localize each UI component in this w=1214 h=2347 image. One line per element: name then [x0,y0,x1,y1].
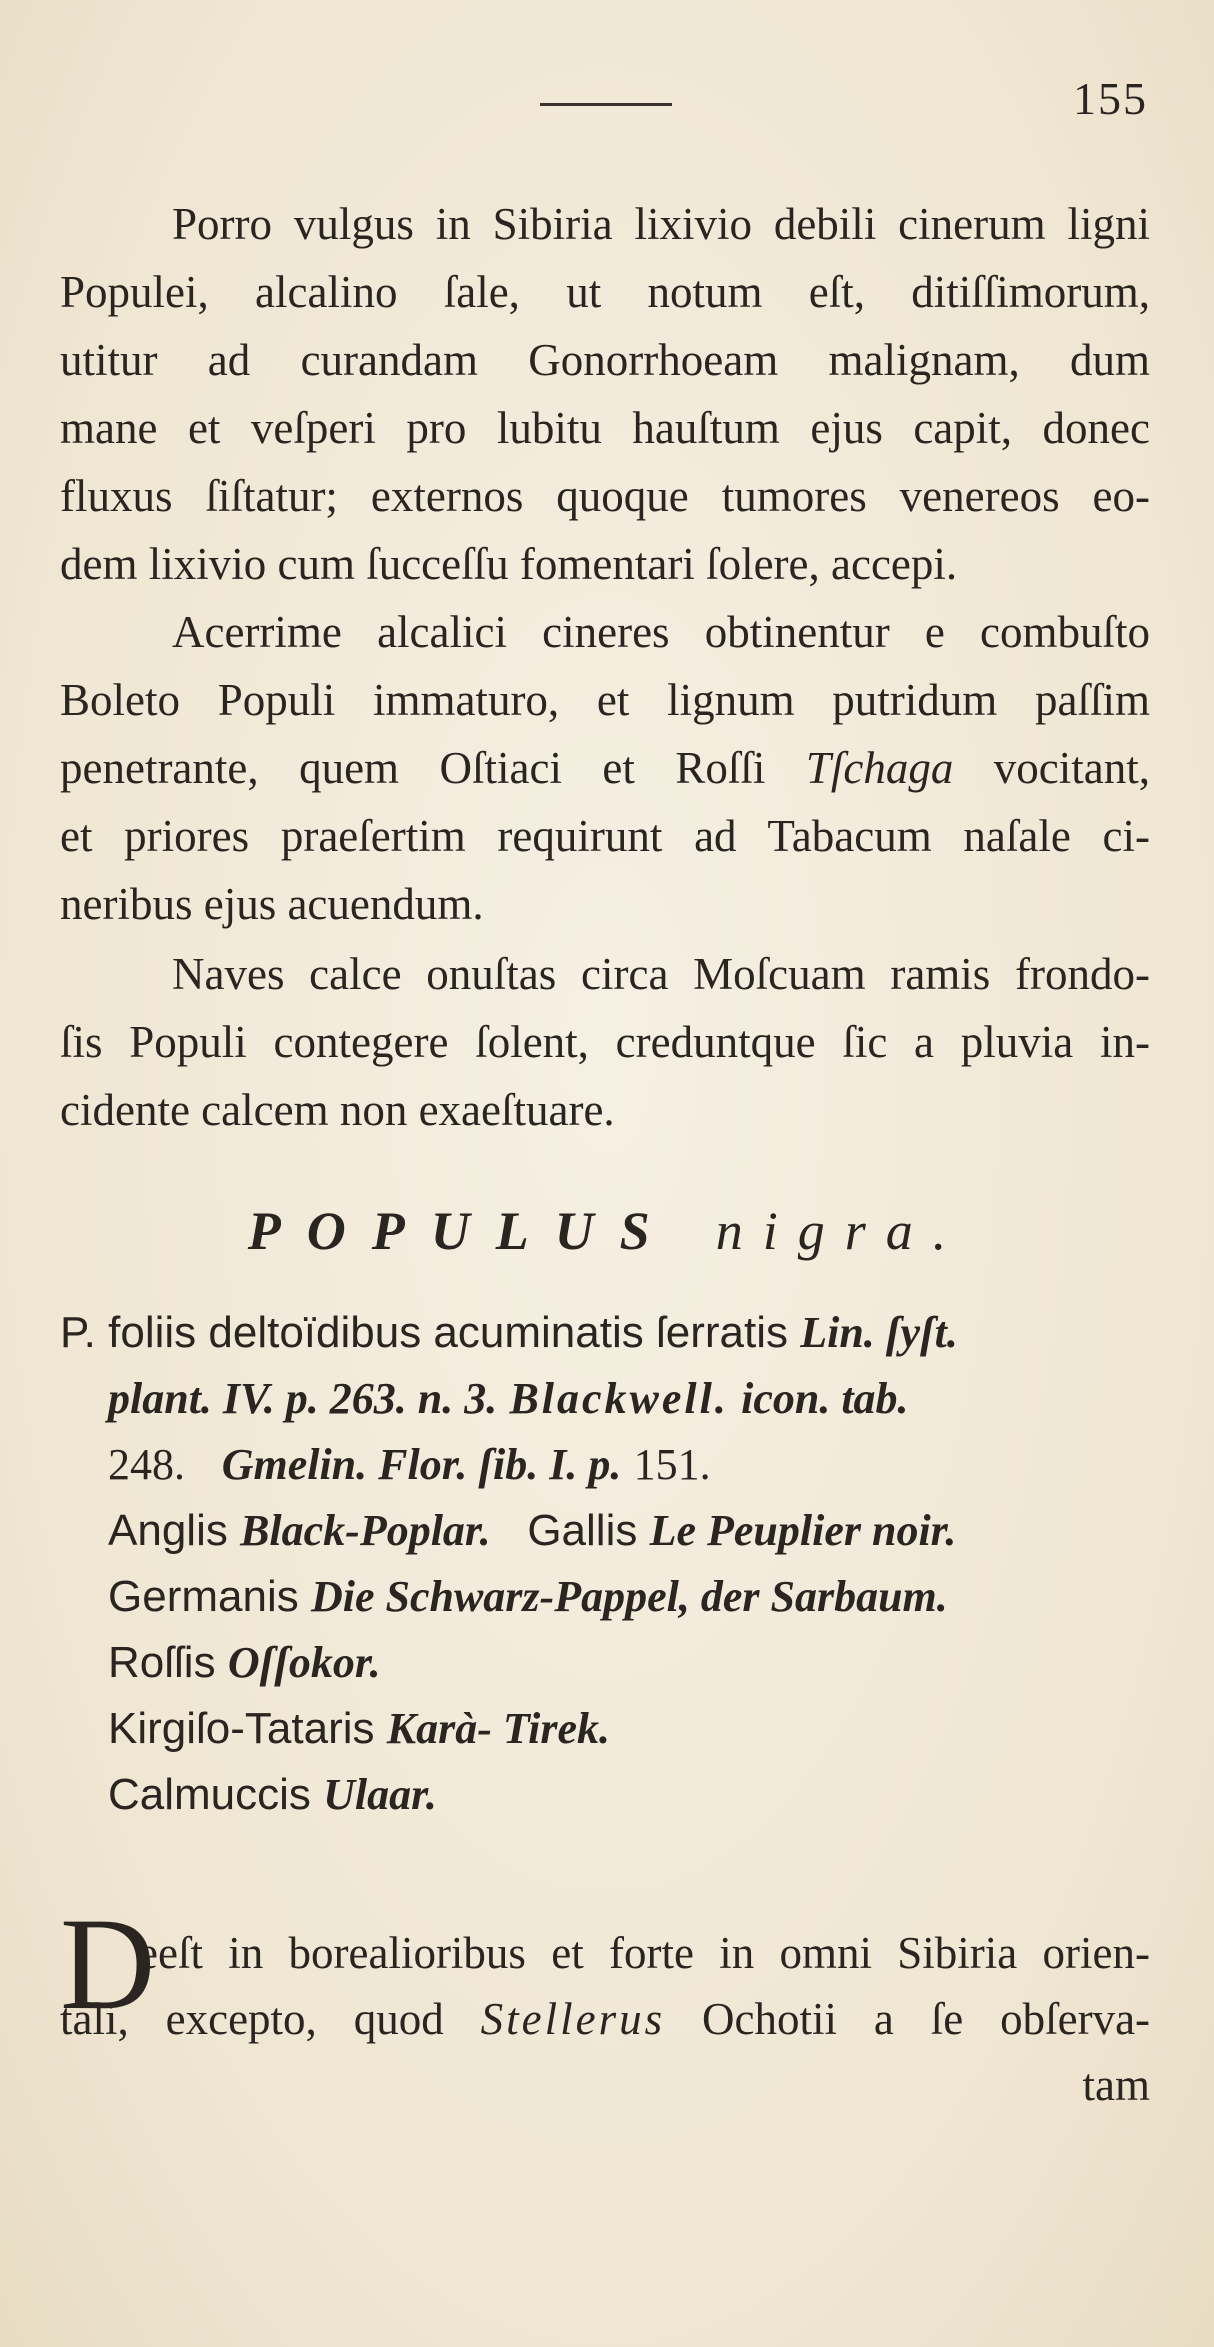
entry-line [60,1696,1160,1762]
citation-ital: icon. tab. [741,1374,909,1423]
paragraph-2 [60,598,1150,938]
citation-ital: Lin. ſyſt. [800,1308,958,1357]
paragraph-2-line: Acerrime alcalici cineres obtinentur e combuſto [172,607,1150,657]
genus-name: POPULUS [247,1201,676,1261]
vernacular-name: Black-Poplar. [240,1506,491,1555]
paragraph-2-text: penetrante, quem Oſtiaci et Roſſi [60,743,766,793]
paragraph-4-line [60,1986,1150,2052]
vernacular-name: Le Peuplier noir. [649,1506,957,1555]
entry-line [60,1762,1160,1828]
page-number: 155 [1073,73,1148,124]
paragraph-4-line: eeſt in borealioribus et forte in omni Sibiria orien- [138,1928,1150,1978]
paragraph-1-line: dem lixivio cum ſucceſſu fomentari ſolere, accepi. [60,539,958,589]
entry-line [60,1498,1160,1564]
entry-line [60,1564,1160,1630]
vernacular-lang: Gallis [527,1506,638,1555]
citation-ital: plant. IV. p. 263. n. 3. [108,1374,498,1423]
entry-line [60,1366,1160,1432]
citation-author: Blackwell. [509,1374,729,1423]
vernacular-name: Die Schwarz-Pappel, der Sarbaum. [310,1572,948,1621]
vernacular-lang: Roſſis [108,1638,216,1687]
citation-ital: Gmelin. Flor. ſib. I. p. [221,1440,622,1489]
header-rule [540,103,672,106]
tschaga-word: Tſchaga [805,743,954,793]
vernacular-lang: Germanis [108,1572,299,1621]
paragraph-2-line: et priores praeſertim requirunt ad Tabacum naſale ci- [60,811,1150,861]
entry-line [60,1432,1160,1498]
paragraph-4-text: tali, excepto, quod [60,1994,444,2044]
paragraph-1-line: fluxus ſiſtatur; externos quoque tumores venereos eo- [60,471,1150,521]
vernacular-name: Karà- Tirek. [386,1704,610,1753]
citation-number: 248. [108,1440,185,1489]
vernacular-lang: Kirgiſo-Tataris [108,1704,375,1753]
paragraph-3-line: ſis Populi contegere ſolent, creduntque ſic a pluvia in- [60,1017,1150,1067]
paragraph-1-line: Porro vulgus in Sibiria lixivio debili cinerum ligni [172,199,1150,249]
drop-cap: D [60,1890,156,2037]
paragraph-4-text: Ochotii a ſe obſerva- [702,1994,1151,2044]
paragraph-2-line: Boleto Populi immaturo, et lignum putridum paſſim [60,675,1150,725]
paragraph-1-line: mane et veſperi pro lubitu hauſtum ejus capit, donec [60,403,1150,453]
paragraph-3 [60,940,1150,1144]
stellerus-name: Stellerus [480,1994,666,2044]
synonymy-entry [60,1300,1160,1828]
paragraph-4 [60,1890,1151,2118]
paragraph-2-line: neribus ejus acuendum. [60,879,484,929]
paragraph-1 [60,190,1150,598]
vernacular-lang: Anglis [108,1506,228,1555]
diagnosis-text: P. foliis deltoïdibus acuminatis ſerratis [60,1308,788,1357]
paragraph-2-line [60,734,1150,802]
section-heading [0,1200,1214,1262]
paragraph-1-line: Populei, alcalino ſale, ut notum eſt, ditiſſimorum, [60,267,1150,317]
paragraph-3-line: Naves calce onuſtas circa Moſcuam ramis frondo- [172,949,1150,999]
vernacular-lang: Calmuccis [108,1770,311,1819]
paragraph-2-text: vocitant, [993,743,1151,793]
species-epithet: nigra. [715,1201,967,1261]
citation-number: 151. [633,1440,711,1489]
paragraph-1-line: utitur ad curandam Gonorrhoeam malignam, dum [60,335,1150,385]
vernacular-name: Oſſokor. [227,1638,381,1687]
entry-line [60,1630,1160,1696]
paragraph-3-line: cidente calcem non exaeſtuare. [60,1085,615,1135]
vernacular-name: Ulaar. [323,1770,437,1819]
catchword: tam [1082,2060,1150,2110]
entry-line [60,1300,1160,1366]
